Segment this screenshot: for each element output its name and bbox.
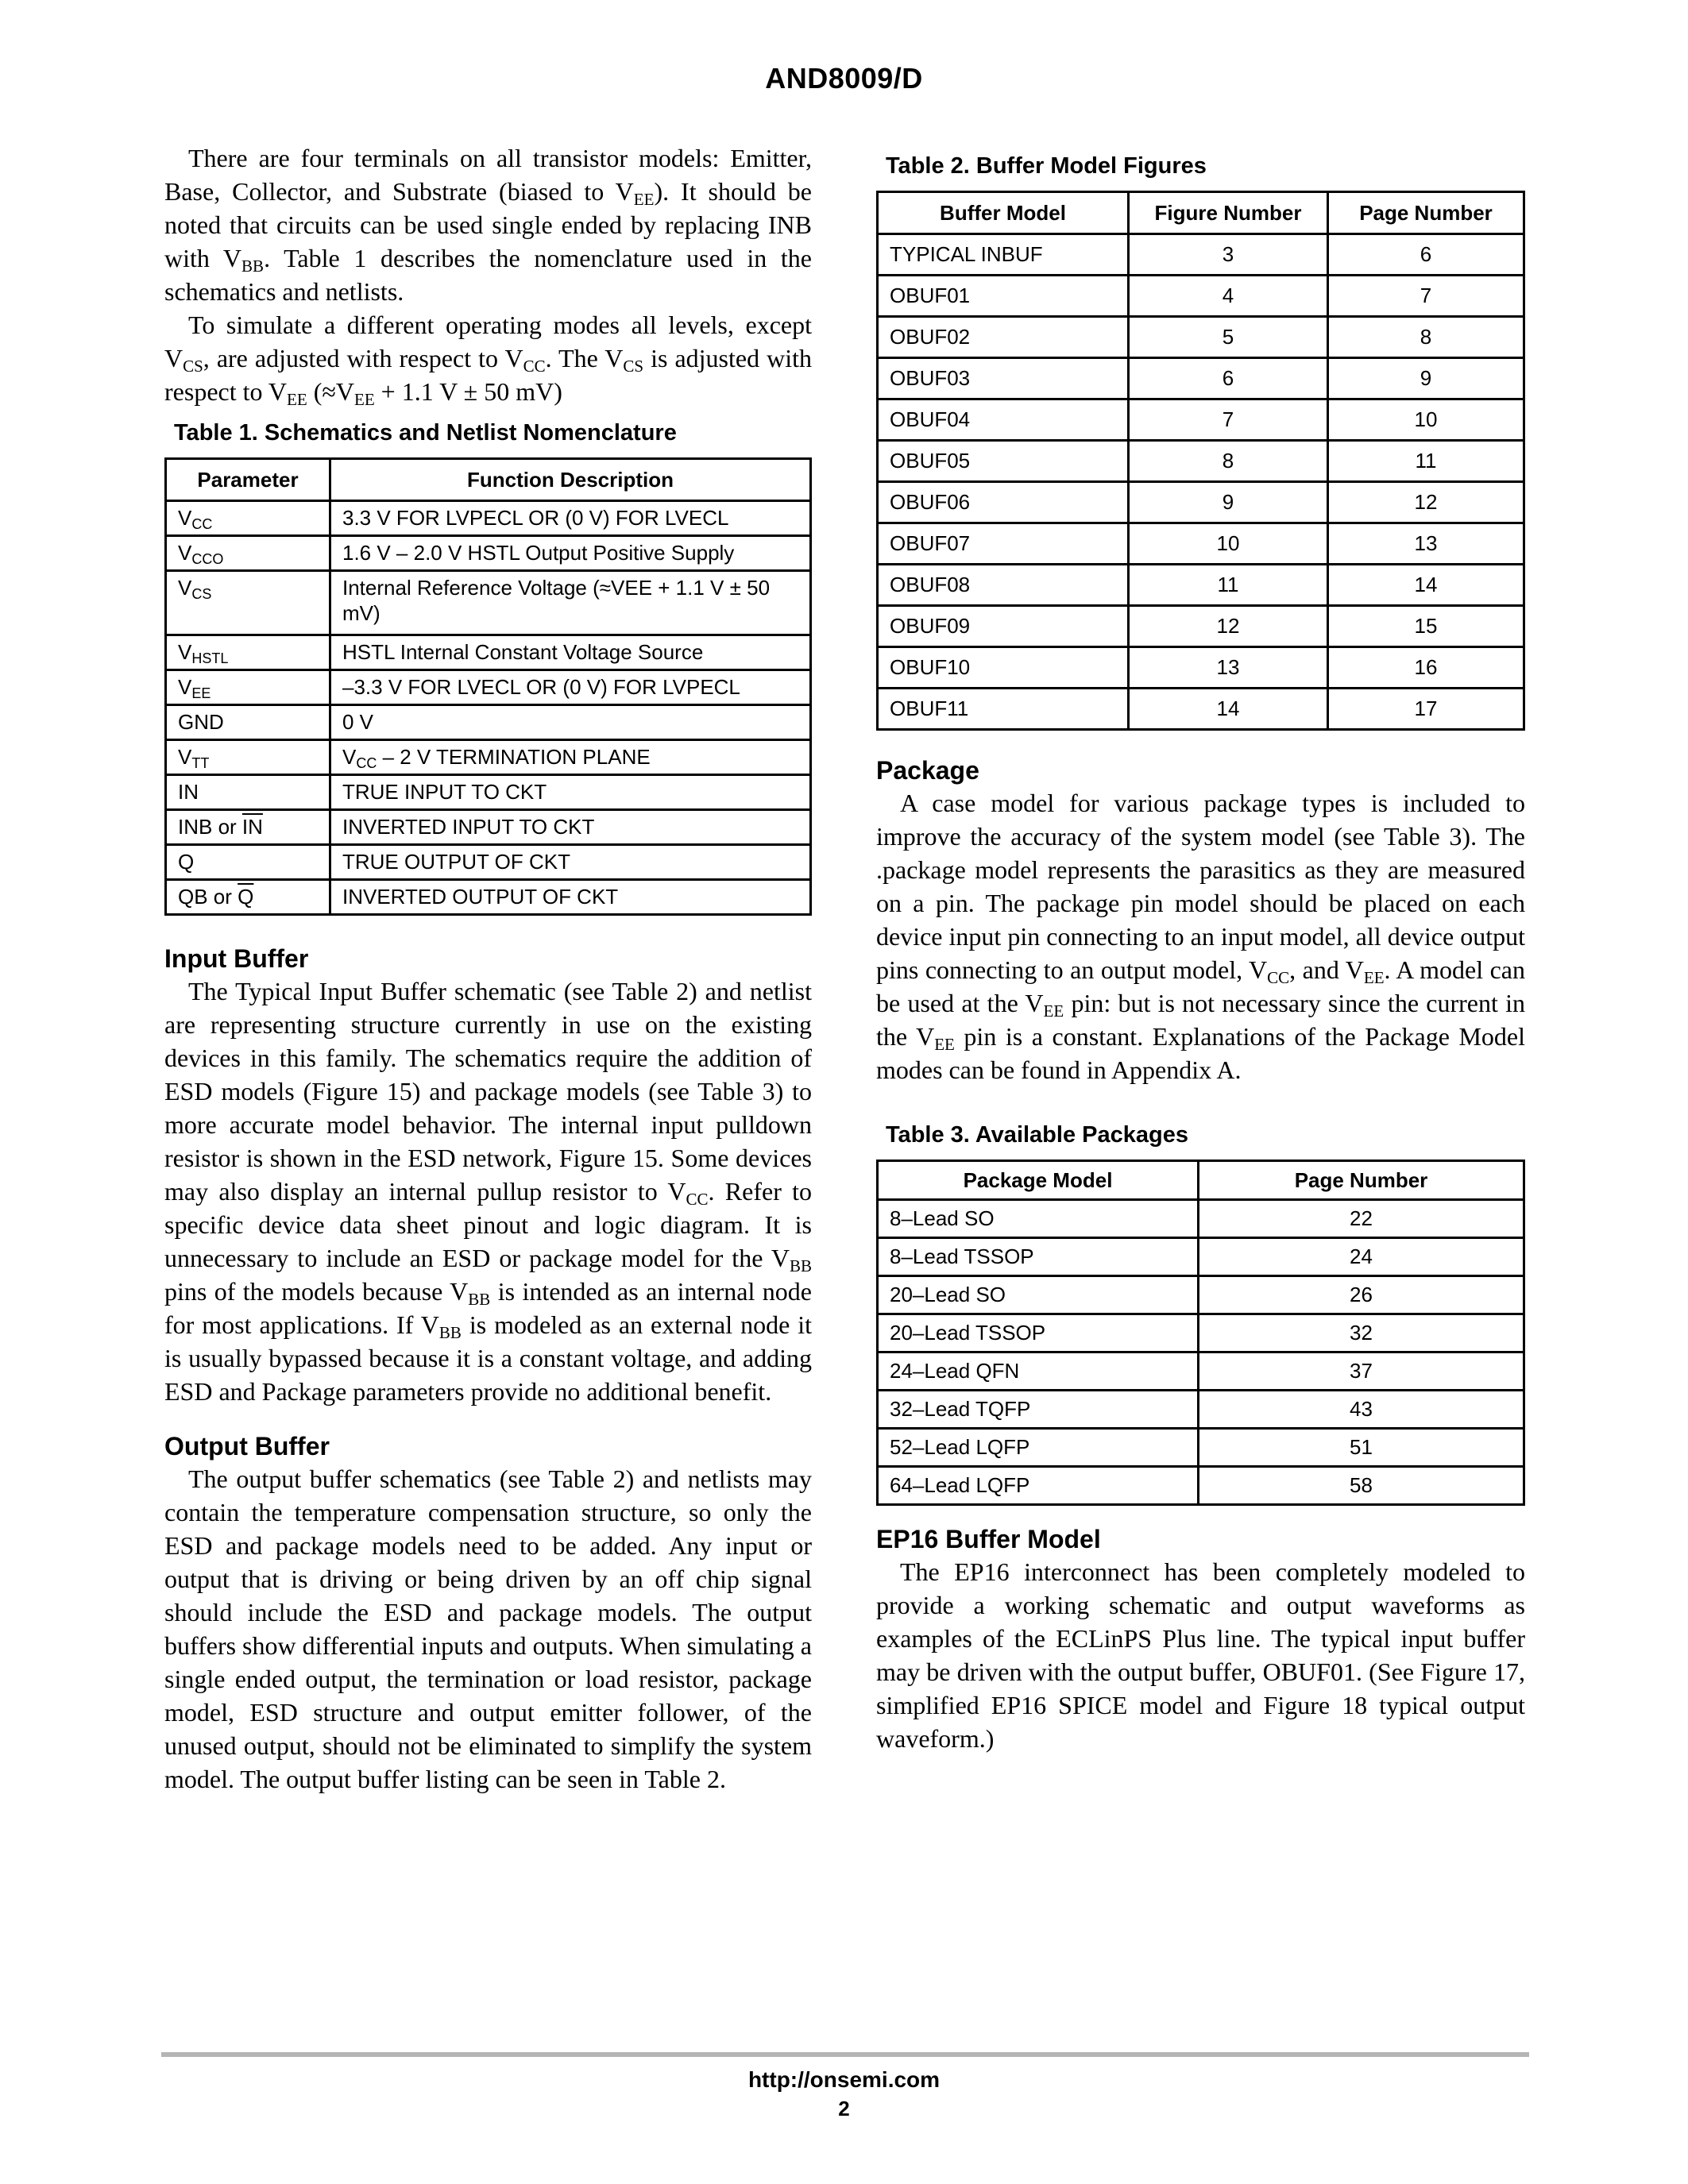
- table-row: [878, 1276, 1524, 1314]
- figure-number-cell: 12: [1129, 606, 1328, 647]
- available-packages-table: [876, 1160, 1525, 1506]
- param-cell: $V_{CS}$: [166, 571, 330, 635]
- table-row: [878, 1429, 1524, 1467]
- page-number-cell: 13: [1328, 523, 1524, 565]
- table-row: [878, 647, 1524, 689]
- param-cell: $V_{TT}$: [166, 740, 330, 775]
- figure-number-cell: 3: [1129, 234, 1328, 276]
- page-number-cell: 16: [1328, 647, 1524, 689]
- document-id-header: AND8009/D: [765, 62, 923, 95]
- buffer-model-cell: OBUF06: [878, 482, 1129, 523]
- figure-number-cell: 13: [1129, 647, 1328, 689]
- page-number-cell: 22: [1199, 1200, 1524, 1238]
- table-row: [878, 1352, 1524, 1391]
- page-number-cell: 58: [1199, 1467, 1524, 1505]
- desc-cell: –3.3 V FOR LVECL OR (0 V) FOR LVPECL: [330, 670, 811, 705]
- table-row: [878, 523, 1524, 565]
- page-number-cell: 26: [1199, 1276, 1524, 1314]
- desc-cell: INVERTED INPUT TO CKT: [330, 810, 811, 845]
- table-row: [878, 565, 1524, 606]
- table-row: [166, 740, 811, 775]
- table-row: [166, 635, 811, 670]
- table-row: [166, 501, 811, 536]
- table-row: [878, 1467, 1524, 1505]
- page-number-cell: 17: [1328, 689, 1524, 730]
- page-number-cell: 37: [1199, 1352, 1524, 1391]
- buffer-model-cell: OBUF09: [878, 606, 1129, 647]
- column-header: Page Number: [1199, 1161, 1524, 1200]
- column-header: Function Description: [330, 459, 811, 501]
- figure-number-cell: 10: [1129, 523, 1328, 565]
- buffer-model-cell: OBUF02: [878, 317, 1129, 358]
- table-header-row: [878, 1161, 1524, 1200]
- page-number-cell: 11: [1328, 441, 1524, 482]
- table-header-row: [878, 192, 1524, 234]
- buffer-model-cell: OBUF08: [878, 565, 1129, 606]
- desc-cell: 1.6 V – 2.0 V HSTL Output Positive Supply: [330, 536, 811, 571]
- footer-url-link[interactable]: http://onsemi.com: [747, 2067, 941, 2092]
- table-row: [166, 775, 811, 810]
- param-cell: $V_{CC}$: [166, 501, 330, 536]
- buffer-model-cell: OBUF05: [878, 441, 1129, 482]
- figure-number-cell: 14: [1129, 689, 1328, 730]
- output-buffer-heading: Output Buffer: [164, 1432, 330, 1461]
- page-number-cell: 12: [1328, 482, 1524, 523]
- footer-divider: [161, 2052, 1529, 2057]
- package-model-cell: 8–Lead SO: [878, 1200, 1199, 1238]
- column-header: Figure Number: [1129, 192, 1328, 234]
- figure-number-cell: 4: [1129, 276, 1328, 317]
- buffer-model-cell: OBUF07: [878, 523, 1129, 565]
- ep16-heading: EP16 Buffer Model: [876, 1525, 1101, 1553]
- input-buffer-paragraph: The Typical Input Buffer schematic (see Table 2) and netlist are representing structure currently in use on the existing devices in this family. The schematics require the addition of ESD models (Figure 15) and package models (see Table 3) to more accurate model behavior. The internal input pulldown resistor is shown in the ESD network, Figure 15. Some devices may also display an internal pullup resistor to $V_{CC}$. Refer to specific device data sheet pinout and logic diagram. It is unnecessary to include an ESD or package model for the $V_{BB}$ pins of the models because $V_{BB}$ is intended as an internal node for most applications. If $V_{BB}$ is modeled as an external node it is usually bypassed because it is a constant voltage, and adding ESD and Package parameters provide no additional benefit.: [164, 977, 813, 1406]
- param-cell: Q: [166, 845, 330, 880]
- param-cell: GND: [166, 705, 330, 740]
- package-model-cell: 20–Lead TSSOP: [878, 1314, 1199, 1352]
- desc-cell: 0 V: [330, 705, 811, 740]
- buffer-model-cell: OBUF03: [878, 358, 1129, 399]
- desc-cell: Internal Reference Voltage (≈VEE + 1.1 V ± 50 mV): [330, 571, 811, 635]
- buffer-model-cell: OBUF01: [878, 276, 1129, 317]
- package-model-cell: 32–Lead TQFP: [878, 1391, 1199, 1429]
- page-number-cell: 7: [1328, 276, 1524, 317]
- input-buffer-heading: Input Buffer: [164, 944, 309, 973]
- buffer-model-cell: TYPICAL INBUF: [878, 234, 1129, 276]
- table-row: [878, 1314, 1524, 1352]
- table-row: [878, 606, 1524, 647]
- table3-caption: Table 3. Available Packages: [886, 1122, 1188, 1148]
- param-cell: QB or $\overline{Q}$: [166, 880, 330, 915]
- buffer-model-cell: OBUF11: [878, 689, 1129, 730]
- table-row: [878, 234, 1524, 276]
- table-row: [166, 705, 811, 740]
- package-paragraph: A case model for various package types is included to improve the accuracy of the system model (see Table 3). The .package model represents the parasitics as they are measured on a pin. The package pin model should be placed on each device input pin connecting to an input model, all device output pins connecting to an output model, $V_{CC}$, and $V_{EE}$. A model can be used at the $V_{EE}$ pin: but is not necessary since the current in the $V_{EE}$ pin is a constant. Explanations of the Package Model modes can be found in Appendix A.: [876, 789, 1526, 1084]
- package-model-cell: 20–Lead SO: [878, 1276, 1199, 1314]
- table-row: [878, 1200, 1524, 1238]
- nomenclature-table: [164, 457, 812, 916]
- left-column: [164, 141, 812, 1796]
- output-buffer-paragraph: The output buffer schematics (see Table 2) and netlists may contain the temperature compensation structure, so only the ESD and package models need to be added. Any input or output that is driving or being driven by an off chip signal should include the ESD and package models. The output buffers show differential inputs and outputs. When simulating a single ended output, the termination or load resistor, package model, ESD structure and output emitter follower, of the unused output, should not be eliminated to simplify the system model. The output buffer listing can be seen in Table 2.: [164, 1464, 812, 1793]
- page-number-cell: 32: [1199, 1314, 1524, 1352]
- page-number-cell: 24: [1199, 1238, 1524, 1276]
- package-model-cell: 52–Lead LQFP: [878, 1429, 1199, 1467]
- page-number-cell: 15: [1328, 606, 1524, 647]
- page-number-cell: 9: [1328, 358, 1524, 399]
- param-cell: IN: [166, 775, 330, 810]
- package-model-cell: 24–Lead QFN: [878, 1352, 1199, 1391]
- buffer-model-cell: OBUF10: [878, 647, 1129, 689]
- table-row: [878, 358, 1524, 399]
- column-header: Buffer Model: [878, 192, 1129, 234]
- table-row: [878, 276, 1524, 317]
- table-row: [166, 880, 811, 915]
- page-number: 2: [838, 2097, 850, 2120]
- package-heading: Package: [876, 756, 979, 785]
- table1-caption: Table 1. Schematics and Netlist Nomenclature: [174, 420, 677, 446]
- param-cell: $V_{HSTL}$: [166, 635, 330, 670]
- package-model-cell: 8–Lead TSSOP: [878, 1238, 1199, 1276]
- page-number-cell: 8: [1328, 317, 1524, 358]
- figure-number-cell: 11: [1129, 565, 1328, 606]
- figure-number-cell: 6: [1129, 358, 1328, 399]
- buffer-model-cell: OBUF04: [878, 399, 1129, 441]
- param-cell: $V_{EE}$: [166, 670, 330, 705]
- column-header: Package Model: [878, 1161, 1199, 1200]
- ep16-paragraph: The EP16 interconnect has been completely modeled to provide a working schematic and output waveforms as examples of the ECLinPS Plus line. The typical input buffer may be driven with the output buffer, OBUF01. (See Figure 17, simplified EP16 SPICE model and Figure 18 typical output waveform.): [876, 1557, 1525, 1753]
- table-row: [878, 317, 1524, 358]
- intro-paragraph-1: There are four terminals on all transistor models: Emitter, Base, Collector, and Substrate (biased to $V_{EE}$). It should be noted that circuits can be used single ended by replacing INB with $V_{BB}$. Table 1 describes the nomenclature used in the schematics and netlists.: [164, 144, 813, 306]
- table-row: [166, 536, 811, 571]
- table-row: [166, 810, 811, 845]
- desc-cell: TRUE INPUT TO CKT: [330, 775, 811, 810]
- desc-cell: 3.3 V FOR LVPECL OR (0 V) FOR LVECL: [330, 501, 811, 536]
- page-number-cell: 6: [1328, 234, 1524, 276]
- intro-paragraph-2: To simulate a different operating modes all levels, except $V_{CS}$, are adjusted with respect to $V_{CC}$. The $V_{CS}$ is adjusted with respect to $V_{EE}$ ($\approx V_{EE} + 1.1$ V ± 50 mV): [164, 311, 813, 409]
- desc-cell: $V_{CC} - 2$ V TERMINATION PLANE: [330, 740, 811, 775]
- table-row: [878, 689, 1524, 730]
- param-cell: INB or $\overline{IN}$: [166, 810, 330, 845]
- figure-number-cell: 5: [1129, 317, 1328, 358]
- page-number-cell: 43: [1199, 1391, 1524, 1429]
- buffer-model-table: [876, 191, 1525, 731]
- column-header: Parameter: [166, 459, 330, 501]
- table-row: [878, 482, 1524, 523]
- figure-number-cell: 7: [1129, 399, 1328, 441]
- page-number-cell: 14: [1328, 565, 1524, 606]
- table-row: [878, 441, 1524, 482]
- table-header-row: [166, 459, 811, 501]
- table-row: [166, 670, 811, 705]
- table-row: [166, 845, 811, 880]
- figure-number-cell: 9: [1129, 482, 1328, 523]
- column-header: Page Number: [1328, 192, 1524, 234]
- page-number-cell: 10: [1328, 399, 1524, 441]
- table-row: [878, 1391, 1524, 1429]
- figure-number-cell: 8: [1129, 441, 1328, 482]
- table-row: [878, 399, 1524, 441]
- package-model-cell: 64–Lead LQFP: [878, 1467, 1199, 1505]
- table-row: [878, 1238, 1524, 1276]
- param-cell: $V_{CCO}$: [166, 536, 330, 571]
- page-number-cell: 51: [1199, 1429, 1524, 1467]
- desc-cell: INVERTED OUTPUT OF CKT: [330, 880, 811, 915]
- table-row: [166, 571, 811, 635]
- desc-cell: HSTL Internal Constant Voltage Source: [330, 635, 811, 670]
- right-column: [876, 151, 1525, 1755]
- table2-caption: Table 2. Buffer Model Figures: [886, 153, 1207, 179]
- desc-cell: TRUE OUTPUT OF CKT: [330, 845, 811, 880]
